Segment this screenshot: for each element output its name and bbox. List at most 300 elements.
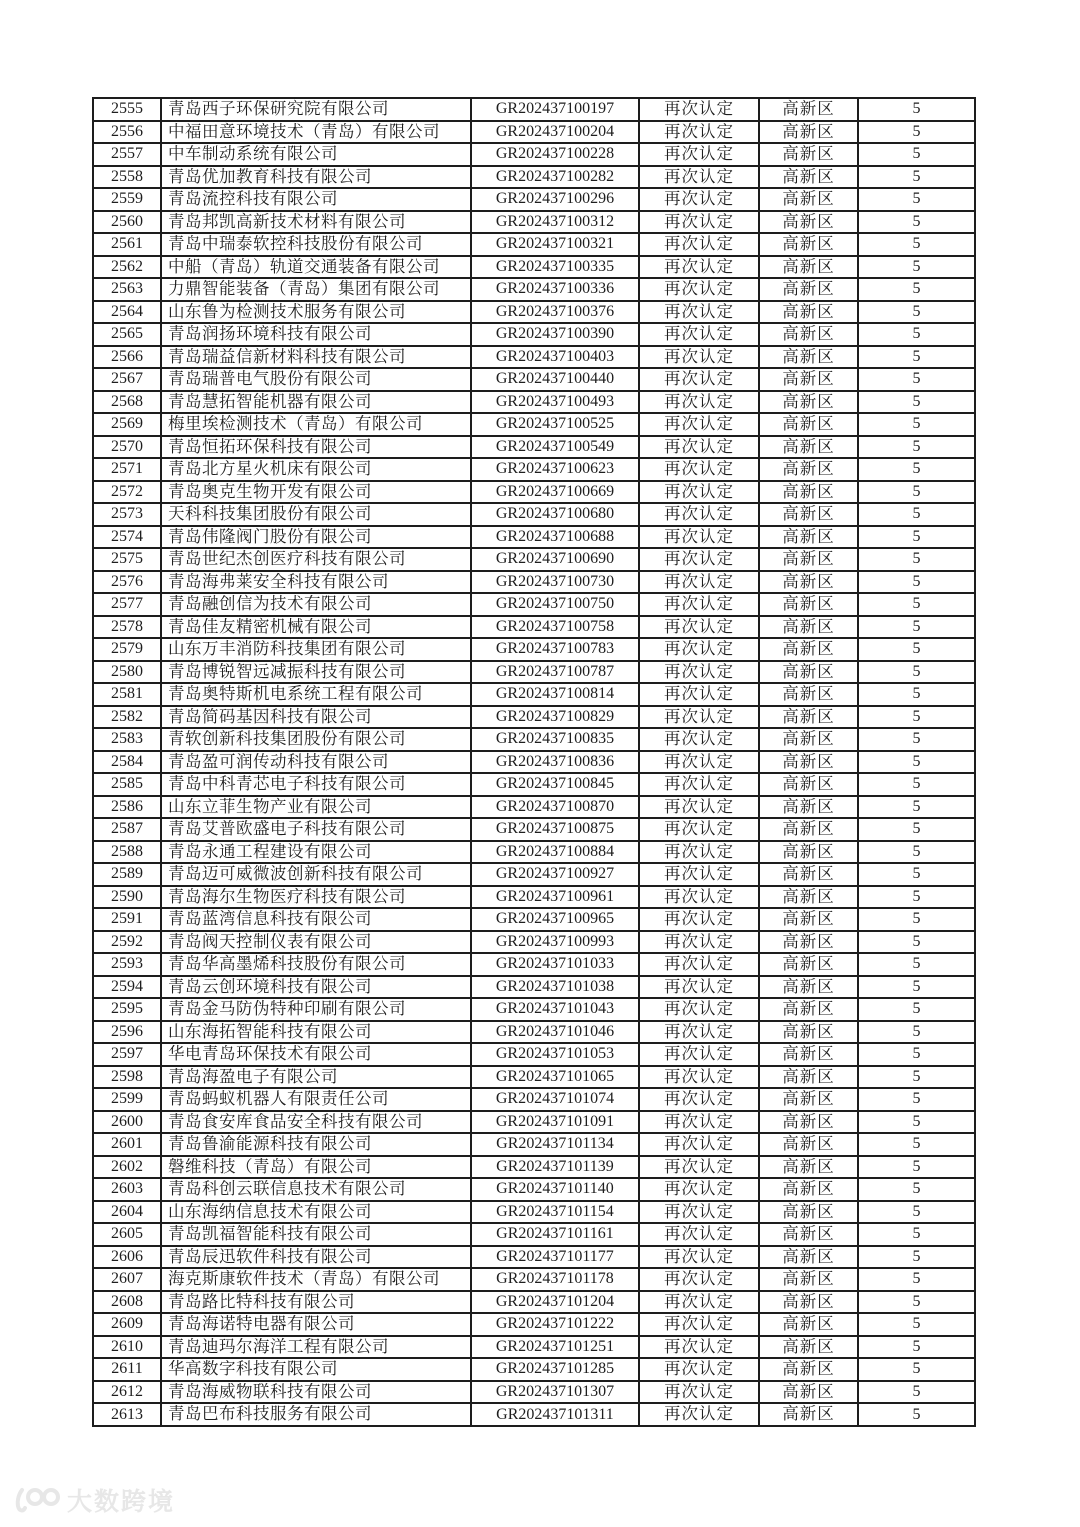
- table-row: [93, 166, 975, 189]
- cell-certification-status: 再次认定: [639, 863, 759, 886]
- cell-certification-status: 再次认定: [639, 1201, 759, 1224]
- table-body: [93, 98, 975, 1426]
- cell-company-name: 青岛北方星火机床有限公司: [161, 458, 471, 481]
- cell-district: 高新区: [759, 256, 858, 279]
- table-row: [93, 931, 975, 954]
- table-row: [93, 1268, 975, 1291]
- cell-serial-number: 2599: [93, 1088, 161, 1111]
- cell-district: 高新区: [759, 188, 858, 211]
- table-row: [93, 1178, 975, 1201]
- cell-count: 5: [858, 1133, 975, 1156]
- cell-serial-number: 2613: [93, 1403, 161, 1426]
- cell-certificate-number: GR202437100787: [471, 661, 639, 684]
- cell-district: 高新区: [759, 1313, 858, 1336]
- cell-district: 高新区: [759, 1133, 858, 1156]
- cell-serial-number: 2604: [93, 1201, 161, 1224]
- cell-count: 5: [858, 728, 975, 751]
- cell-serial-number: 2583: [93, 728, 161, 751]
- cell-district: 高新区: [759, 661, 858, 684]
- cell-company-name: 天科科技集团股份有限公司: [161, 503, 471, 526]
- cell-district: 高新区: [759, 1358, 858, 1381]
- cell-certificate-number: GR202437100835: [471, 728, 639, 751]
- cell-certification-status: 再次认定: [639, 773, 759, 796]
- cell-district: 高新区: [759, 481, 858, 504]
- cell-certification-status: 再次认定: [639, 661, 759, 684]
- cell-company-name: 青岛迈可威微波创新科技有限公司: [161, 863, 471, 886]
- cell-company-name: 青岛流控科技有限公司: [161, 188, 471, 211]
- cell-count: 5: [858, 818, 975, 841]
- cell-certification-status: 再次认定: [639, 143, 759, 166]
- watermark-100-logo-icon: [14, 1484, 60, 1516]
- cell-serial-number: 2563: [93, 278, 161, 301]
- cell-company-name: 青软创新科技集团股份有限公司: [161, 728, 471, 751]
- cell-certification-status: 再次认定: [639, 953, 759, 976]
- table-row: [93, 571, 975, 594]
- cell-certificate-number: GR202437100927: [471, 863, 639, 886]
- dashu-kuajing-watermark: [14, 1482, 175, 1518]
- table-row: [93, 841, 975, 864]
- cell-serial-number: 2605: [93, 1223, 161, 1246]
- cell-count: 5: [858, 593, 975, 616]
- table-row: [93, 143, 975, 166]
- cell-serial-number: 2590: [93, 886, 161, 909]
- cell-certificate-number: GR202437101038: [471, 976, 639, 999]
- cell-district: 高新区: [759, 773, 858, 796]
- table-row: [93, 211, 975, 234]
- cell-district: 高新区: [759, 1156, 858, 1179]
- cell-count: 5: [858, 1223, 975, 1246]
- cell-certificate-number: GR202437100549: [471, 436, 639, 459]
- cell-serial-number: 2580: [93, 661, 161, 684]
- cell-certificate-number: GR202437100228: [471, 143, 639, 166]
- cell-certification-status: 再次认定: [639, 1403, 759, 1426]
- watermark-brand-text: 大数跨境: [67, 1488, 176, 1516]
- cell-serial-number: 2597: [93, 1043, 161, 1066]
- cell-district: 高新区: [759, 548, 858, 571]
- table-row: [93, 278, 975, 301]
- cell-certification-status: 再次认定: [639, 121, 759, 144]
- table-row: [93, 863, 975, 886]
- cell-certificate-number: GR202437101139: [471, 1156, 639, 1179]
- cell-count: 5: [858, 1156, 975, 1179]
- cell-company-name: 青岛海威物联科技有限公司: [161, 1381, 471, 1404]
- table-row: [93, 706, 975, 729]
- cell-count: 5: [858, 953, 975, 976]
- cell-certification-status: 再次认定: [639, 1336, 759, 1359]
- cell-district: 高新区: [759, 1336, 858, 1359]
- cell-certification-status: 再次认定: [639, 548, 759, 571]
- cell-certificate-number: GR202437100390: [471, 323, 639, 346]
- cell-serial-number: 2586: [93, 796, 161, 819]
- cell-certificate-number: GR202437100335: [471, 256, 639, 279]
- cell-certification-status: 再次认定: [639, 1043, 759, 1066]
- cell-certificate-number: GR202437101033: [471, 953, 639, 976]
- cell-certification-status: 再次认定: [639, 323, 759, 346]
- cell-certification-status: 再次认定: [639, 436, 759, 459]
- cell-certificate-number: GR202437100870: [471, 796, 639, 819]
- cell-count: 5: [858, 548, 975, 571]
- cell-count: 5: [858, 616, 975, 639]
- cell-district: 高新区: [759, 998, 858, 1021]
- cell-serial-number: 2581: [93, 683, 161, 706]
- cell-district: 高新区: [759, 841, 858, 864]
- cell-company-name: 青岛海盈电子有限公司: [161, 1066, 471, 1089]
- cell-count: 5: [858, 211, 975, 234]
- cell-certification-status: 再次认定: [639, 976, 759, 999]
- cell-district: 高新区: [759, 683, 858, 706]
- cell-certificate-number: GR202437100814: [471, 683, 639, 706]
- table-row: [93, 1358, 975, 1381]
- table-row: [93, 368, 975, 391]
- table-row: [93, 458, 975, 481]
- cell-certificate-number: GR202437100845: [471, 773, 639, 796]
- table-row: [93, 121, 975, 144]
- cell-certificate-number: GR202437101074: [471, 1088, 639, 1111]
- table-row: [93, 1021, 975, 1044]
- cell-company-name: 山东海拓智能科技有限公司: [161, 1021, 471, 1044]
- cell-certification-status: 再次认定: [639, 98, 759, 121]
- cell-company-name: 青岛润扬环境科技有限公司: [161, 323, 471, 346]
- cell-count: 5: [858, 908, 975, 931]
- cell-serial-number: 2589: [93, 863, 161, 886]
- cell-count: 5: [858, 1043, 975, 1066]
- cell-district: 高新区: [759, 278, 858, 301]
- cell-certificate-number: GR202437101178: [471, 1268, 639, 1291]
- cell-serial-number: 2569: [93, 413, 161, 436]
- cell-company-name: 中福田意环境技术（青岛）有限公司: [161, 121, 471, 144]
- cell-certificate-number: GR202437101043: [471, 998, 639, 1021]
- cell-certification-status: 再次认定: [639, 1178, 759, 1201]
- cell-district: 高新区: [759, 391, 858, 414]
- cell-certification-status: 再次认定: [639, 1291, 759, 1314]
- cell-company-name: 青岛食安库食品安全科技有限公司: [161, 1111, 471, 1134]
- cell-certificate-number: GR202437100961: [471, 886, 639, 909]
- cell-certificate-number: GR202437100403: [471, 346, 639, 369]
- cell-count: 5: [858, 931, 975, 954]
- cell-count: 5: [858, 751, 975, 774]
- table-row: [93, 886, 975, 909]
- cell-certification-status: 再次认定: [639, 211, 759, 234]
- cell-certificate-number: GR202437101140: [471, 1178, 639, 1201]
- table-row: [93, 188, 975, 211]
- cell-count: 5: [858, 796, 975, 819]
- cell-certification-status: 再次认定: [639, 1313, 759, 1336]
- cell-count: 5: [858, 278, 975, 301]
- cell-certificate-number: GR202437100884: [471, 841, 639, 864]
- cell-count: 5: [858, 661, 975, 684]
- cell-certification-status: 再次认定: [639, 1066, 759, 1089]
- cell-company-name: 青岛鲁渝能源科技有限公司: [161, 1133, 471, 1156]
- cell-company-name: 青岛海弗莱安全科技有限公司: [161, 571, 471, 594]
- cell-district: 高新区: [759, 211, 858, 234]
- cell-certification-status: 再次认定: [639, 233, 759, 256]
- cell-company-name: 中车制动系统有限公司: [161, 143, 471, 166]
- cell-company-name: 青岛巴布科技服务有限公司: [161, 1403, 471, 1426]
- cell-district: 高新区: [759, 368, 858, 391]
- cell-certification-status: 再次认定: [639, 413, 759, 436]
- cell-company-name: 青岛世纪杰创医疗科技有限公司: [161, 548, 471, 571]
- cell-district: 高新区: [759, 751, 858, 774]
- cell-count: 5: [858, 301, 975, 324]
- cell-company-name: 青岛金马防伪特种印刷有限公司: [161, 998, 471, 1021]
- table-row: [93, 1313, 975, 1336]
- cell-serial-number: 2588: [93, 841, 161, 864]
- cell-count: 5: [858, 571, 975, 594]
- cell-district: 高新区: [759, 908, 858, 931]
- cell-district: 高新区: [759, 1381, 858, 1404]
- cell-certificate-number: GR202437101053: [471, 1043, 639, 1066]
- cell-certificate-number: GR202437100669: [471, 481, 639, 504]
- cell-count: 5: [858, 1021, 975, 1044]
- cell-district: 高新区: [759, 1021, 858, 1044]
- cell-count: 5: [858, 841, 975, 864]
- cell-serial-number: 2556: [93, 121, 161, 144]
- cell-company-name: 青岛路比特科技有限公司: [161, 1291, 471, 1314]
- table-row: [93, 503, 975, 526]
- cell-serial-number: 2579: [93, 638, 161, 661]
- table-row: [93, 548, 975, 571]
- table-row: [93, 436, 975, 459]
- cell-company-name: 磐维科技（青岛）有限公司: [161, 1156, 471, 1179]
- cell-company-name: 青岛蓝湾信息科技有限公司: [161, 908, 471, 931]
- cell-company-name: 山东立菲生物产业有限公司: [161, 796, 471, 819]
- table-row: [93, 1201, 975, 1224]
- cell-certification-status: 再次认定: [639, 481, 759, 504]
- table-row: [93, 1156, 975, 1179]
- cell-certificate-number: GR202437101134: [471, 1133, 639, 1156]
- cell-serial-number: 2601: [93, 1133, 161, 1156]
- cell-serial-number: 2598: [93, 1066, 161, 1089]
- cell-certificate-number: GR202437100282: [471, 166, 639, 189]
- cell-serial-number: 2557: [93, 143, 161, 166]
- cell-count: 5: [858, 998, 975, 1021]
- cell-serial-number: 2612: [93, 1381, 161, 1404]
- cell-district: 高新区: [759, 1268, 858, 1291]
- cell-count: 5: [858, 503, 975, 526]
- cell-serial-number: 2564: [93, 301, 161, 324]
- cell-count: 5: [858, 1088, 975, 1111]
- cell-certificate-number: GR202437101251: [471, 1336, 639, 1359]
- cell-count: 5: [858, 1403, 975, 1426]
- cell-count: 5: [858, 436, 975, 459]
- cell-district: 高新区: [759, 953, 858, 976]
- cell-serial-number: 2561: [93, 233, 161, 256]
- table-row: [93, 256, 975, 279]
- cell-serial-number: 2592: [93, 931, 161, 954]
- cell-certificate-number: GR202437101161: [471, 1223, 639, 1246]
- cell-district: 高新区: [759, 503, 858, 526]
- cell-count: 5: [858, 1111, 975, 1134]
- table-row: [93, 1381, 975, 1404]
- cell-certification-status: 再次认定: [639, 301, 759, 324]
- cell-certification-status: 再次认定: [639, 1268, 759, 1291]
- cell-count: 5: [858, 773, 975, 796]
- cell-certificate-number: GR202437101065: [471, 1066, 639, 1089]
- cell-district: 高新区: [759, 436, 858, 459]
- cell-district: 高新区: [759, 976, 858, 999]
- cell-district: 高新区: [759, 346, 858, 369]
- cell-company-name: 青岛西子环保研究院有限公司: [161, 98, 471, 121]
- cell-certificate-number: GR202437100836: [471, 751, 639, 774]
- cell-serial-number: 2572: [93, 481, 161, 504]
- cell-certificate-number: GR202437100690: [471, 548, 639, 571]
- cell-district: 高新区: [759, 796, 858, 819]
- cell-serial-number: 2610: [93, 1336, 161, 1359]
- table-row: [93, 593, 975, 616]
- cell-district: 高新区: [759, 413, 858, 436]
- table-row: [93, 1066, 975, 1089]
- cell-serial-number: 2584: [93, 751, 161, 774]
- cell-district: 高新区: [759, 526, 858, 549]
- cell-district: 高新区: [759, 886, 858, 909]
- cell-company-name: 青岛优加教育科技有限公司: [161, 166, 471, 189]
- cell-company-name: 青岛艾普欧盛电子科技有限公司: [161, 818, 471, 841]
- cell-count: 5: [858, 188, 975, 211]
- cell-certificate-number: GR202437100965: [471, 908, 639, 931]
- cell-company-name: 青岛永通工程建设有限公司: [161, 841, 471, 864]
- cell-certificate-number: GR202437100440: [471, 368, 639, 391]
- cell-serial-number: 2568: [93, 391, 161, 414]
- cell-serial-number: 2587: [93, 818, 161, 841]
- cell-serial-number: 2603: [93, 1178, 161, 1201]
- cell-certification-status: 再次认定: [639, 1133, 759, 1156]
- cell-district: 高新区: [759, 1201, 858, 1224]
- table-row: [93, 1043, 975, 1066]
- table-row: [93, 323, 975, 346]
- cell-serial-number: 2560: [93, 211, 161, 234]
- cell-certification-status: 再次认定: [639, 188, 759, 211]
- cell-certification-status: 再次认定: [639, 908, 759, 931]
- cell-district: 高新区: [759, 1246, 858, 1269]
- cell-count: 5: [858, 1066, 975, 1089]
- cell-count: 5: [858, 98, 975, 121]
- cell-serial-number: 2559: [93, 188, 161, 211]
- cell-serial-number: 2566: [93, 346, 161, 369]
- table-row: [93, 773, 975, 796]
- cell-count: 5: [858, 413, 975, 436]
- cell-certificate-number: GR202437100197: [471, 98, 639, 121]
- cell-certification-status: 再次认定: [639, 751, 759, 774]
- cell-district: 高新区: [759, 301, 858, 324]
- cell-district: 高新区: [759, 818, 858, 841]
- cell-company-name: 青岛奥克生物开发有限公司: [161, 481, 471, 504]
- cell-serial-number: 2600: [93, 1111, 161, 1134]
- cell-company-name: 青岛恒拓环保科技有限公司: [161, 436, 471, 459]
- cell-district: 高新区: [759, 638, 858, 661]
- cell-certificate-number: GR202437101177: [471, 1246, 639, 1269]
- cell-certification-status: 再次认定: [639, 616, 759, 639]
- cell-district: 高新区: [759, 1088, 858, 1111]
- cell-certificate-number: GR202437100680: [471, 503, 639, 526]
- cell-company-name: 青岛云创环境科技有限公司: [161, 976, 471, 999]
- cell-company-name: 青岛伟隆阀门股份有限公司: [161, 526, 471, 549]
- cell-certification-status: 再次认定: [639, 166, 759, 189]
- cell-district: 高新区: [759, 458, 858, 481]
- table-row: [93, 728, 975, 751]
- cell-certification-status: 再次认定: [639, 841, 759, 864]
- cell-district: 高新区: [759, 571, 858, 594]
- cell-count: 5: [858, 481, 975, 504]
- table-row: [93, 301, 975, 324]
- cell-serial-number: 2602: [93, 1156, 161, 1179]
- cell-company-name: 力鼎智能装备（青岛）集团有限公司: [161, 278, 471, 301]
- cell-count: 5: [858, 1381, 975, 1404]
- cell-serial-number: 2574: [93, 526, 161, 549]
- cell-certification-status: 再次认定: [639, 818, 759, 841]
- cell-count: 5: [858, 368, 975, 391]
- cell-company-name: 山东万丰消防科技集团有限公司: [161, 638, 471, 661]
- cell-company-name: 青岛科创云联信息技术有限公司: [161, 1178, 471, 1201]
- table-row: [93, 796, 975, 819]
- cell-district: 高新区: [759, 98, 858, 121]
- cell-serial-number: 2558: [93, 166, 161, 189]
- cell-certificate-number: GR202437101091: [471, 1111, 639, 1134]
- cell-district: 高新区: [759, 323, 858, 346]
- cell-certificate-number: GR202437100321: [471, 233, 639, 256]
- cell-district: 高新区: [759, 706, 858, 729]
- cell-certificate-number: GR202437101311: [471, 1403, 639, 1426]
- cell-count: 5: [858, 863, 975, 886]
- cell-serial-number: 2576: [93, 571, 161, 594]
- cell-company-name: 青岛辰迅软件科技有限公司: [161, 1246, 471, 1269]
- cell-company-name: 青岛中科青芯电子科技有限公司: [161, 773, 471, 796]
- cell-certification-status: 再次认定: [639, 571, 759, 594]
- cell-certification-status: 再次认定: [639, 1246, 759, 1269]
- cell-serial-number: 2593: [93, 953, 161, 976]
- cell-serial-number: 2606: [93, 1246, 161, 1269]
- cell-district: 高新区: [759, 931, 858, 954]
- cell-certification-status: 再次认定: [639, 1381, 759, 1404]
- cell-serial-number: 2571: [93, 458, 161, 481]
- table-row: [93, 1223, 975, 1246]
- cell-certification-status: 再次认定: [639, 1156, 759, 1179]
- cell-serial-number: 2585: [93, 773, 161, 796]
- cell-district: 高新区: [759, 728, 858, 751]
- cell-count: 5: [858, 1336, 975, 1359]
- cell-serial-number: 2578: [93, 616, 161, 639]
- cell-district: 高新区: [759, 166, 858, 189]
- cell-company-name: 青岛奥特斯机电系统工程有限公司: [161, 683, 471, 706]
- table-row: [93, 391, 975, 414]
- cell-certificate-number: GR202437100296: [471, 188, 639, 211]
- cell-company-name: 青岛瑞普电气股份有限公司: [161, 368, 471, 391]
- table-row: [93, 998, 975, 1021]
- table-row: [93, 751, 975, 774]
- cell-district: 高新区: [759, 1066, 858, 1089]
- cell-certificate-number: GR202437100875: [471, 818, 639, 841]
- cell-certificate-number: GR202437100730: [471, 571, 639, 594]
- cell-certificate-number: GR202437100525: [471, 413, 639, 436]
- cell-certification-status: 再次认定: [639, 1223, 759, 1246]
- table-row: [93, 1133, 975, 1156]
- cell-company-name: 青岛博锐智远减振科技有限公司: [161, 661, 471, 684]
- cell-count: 5: [858, 256, 975, 279]
- cell-company-name: 山东鲁为检测技术服务有限公司: [161, 301, 471, 324]
- cell-district: 高新区: [759, 616, 858, 639]
- cell-certification-status: 再次认定: [639, 458, 759, 481]
- table-row: [93, 1088, 975, 1111]
- cell-count: 5: [858, 391, 975, 414]
- cell-certificate-number: GR202437100312: [471, 211, 639, 234]
- table-row: [93, 526, 975, 549]
- cell-certificate-number: GR202437101222: [471, 1313, 639, 1336]
- table-row: [93, 1336, 975, 1359]
- cell-count: 5: [858, 526, 975, 549]
- table-row: [93, 638, 975, 661]
- cell-certificate-number: GR202437100623: [471, 458, 639, 481]
- table-row: [93, 98, 975, 121]
- cell-count: 5: [858, 458, 975, 481]
